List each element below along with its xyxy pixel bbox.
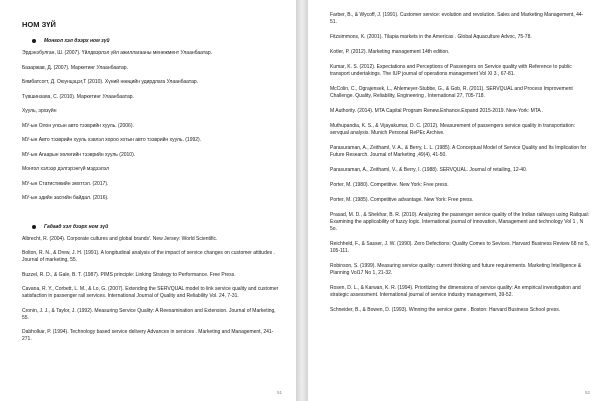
reference-item: Эрдэнэбулган, Ш. (2007). Үйлдвэрлэл үйл ажиллагааны менежмент Улаанбаатар. (22, 50, 213, 56)
section-title-label: Гадаад хэл дээрх ном зүй (44, 223, 109, 230)
reference-item: МУ-ын Олон улсын авто тээврийн хууль. (2006). (22, 122, 134, 129)
section-title-mongolian (32, 38, 282, 44)
section-title-label: Монгол хэл дээрх ном зүй (44, 38, 110, 44)
reference-item: МУ-ын Статистикийн эмхтгэл. (2017). (22, 180, 109, 187)
bullet-icon (32, 39, 36, 43)
section-title-foreign (32, 224, 282, 230)
reference-item: МУ-ын Агаарын хөлөгийн тээврийн хууль (2010). (22, 151, 136, 158)
foreign-reference-list (22, 236, 282, 344)
reference-item: Dabholkar, P. (1994). Technology based service delivery Advances in services . Marketing and Management, 241-271. (22, 329, 274, 342)
right-page (308, 0, 604, 401)
mongolian-reference-list (22, 50, 282, 202)
reference-item: Rosen, D. L., & Karwan, K. R. (1994). Prioritizing the dimensions of service quality: An empirical investigation and strategic assessment. International journal of service industry management, 39-52. (330, 285, 581, 298)
reference-item: Bolton, R. N., & Drew, J. H. (1991). A longitudinal analysis of the impact of service changes on customer attitudes . Journal of marketing, 55. (22, 250, 275, 263)
reference-item: Монгол хэлээр дэлгэрэнгүй мэдээлэл (22, 166, 110, 172)
reference-item: Бямбатсогт, Д. Оюунцэцэг,Т (2010). Хүний нөөцийн удирдлага Улаанбаатар. (22, 79, 199, 85)
reference-item: Parasuraman, A., Zeithaml, V., & Berry, I. (1988). SERVQUAL. Journal of retailing, 12-40. (330, 167, 528, 173)
bullet-icon (32, 225, 36, 229)
reference-item: Robinson, S. (1999). Measuring service quality: current thinking and future requirements. Marketing Intelligence & Planning Vol17 No 1, 21-32. (330, 263, 582, 276)
reference-item: M Authority. (2014). MTA Capital Program Renew.Enhance.Expand 2015-2019. New-York: MTA . (330, 108, 544, 114)
reference-item: Хууль, эрхзүйн (22, 108, 57, 114)
page-number: 52 (584, 390, 590, 395)
reference-item: Fitzsimmons, K. (2001). Tilapia markets in the Americas . Global Aquaculture Advoc, 75-78. (330, 34, 532, 40)
reference-list-continued (330, 12, 590, 314)
reference-item: Albrecht, R. (2004). Corporate cultures and global brands'. New Jersey: World Scientific. (22, 235, 218, 242)
reference-item: Buzzel, R. D., & Gale, B. T. (1987). PIMS principle: Linking Strategy to Performance. Free Press. (22, 271, 236, 278)
reference-item: Cavana, R. Y., Corbett, L. M., & Lo, G. (2007). Extending the SERVQUAL model to link service quality and customer satisfaction in passenger rail services. International Journal of Quality and Reliability Vol. 24, 7-31. (22, 286, 279, 299)
reference-item: Түвшинзаяа, С. (2010). Маркетинг Улаанбаатар. (22, 93, 134, 100)
reference-item: Базаржав, Д. (2007). Маркетинг Улаанбаатар. (22, 64, 128, 71)
section-spacer (22, 210, 282, 224)
reference-item: Porter, M. (1985). Competitive advantage. New York: Free press. (330, 197, 474, 203)
reference-item: Porter, M. (1980). Competitive. New York: Free press. (330, 182, 449, 188)
reference-item: Kotler, P. (2012). Marketing management 14th edition. (330, 49, 450, 55)
reference-item: Parasuraman, A., Zeithaml, V. A., & Berry, L. L. (1985). A Conceptual Model of Service Quality and Its Implication for Future Research. Journal of Marketing ,49(4), 41-50. (330, 145, 587, 158)
reference-item: Kumar, K. S. (2012). Expectations and Perceptions of Passengers on Service quality with Reference to public transport undertakings. The IUP journal of operations management Vol XI 3 , 67-81. (330, 64, 572, 77)
reference-item: МУ-ын Авто тээврийн хууль хэвлэл хороо хотын авто тээврийн хууль. (1992). (22, 137, 202, 143)
page-number: 51 (276, 390, 282, 395)
reference-item: Cronin, J. J., & Taylor, J. (1992). Measuring Service Quality: A Reexamination and Extension. Journal of Marketing, 55. (22, 307, 276, 321)
page-heading: НОМ ЗҮЙ (22, 20, 56, 29)
left-page (0, 0, 296, 401)
reference-item: МУ-ын эдийн засгийн байдал. (2016). (22, 195, 109, 201)
reference-item: Prasad, M. D., & Shekhar, B. R. (2010). Analyzing the passenger service quality of the Indian railways using Railqual: Examining the applicability of fuzzy logic. International journal of innovation, Management and technology Vol 1 , N 5o. (330, 212, 590, 232)
reference-item: McColin, C., Ograjensek, L., Ahlemeyer-Stubbe, G., & Gob, R. (2011). SERVQUAL and Process Improvement Challenge. Quality, Reliability, Engineering , International 27, 705-718. (330, 86, 573, 99)
reference-item: Muthupandia, K. S., & Vijayakumar, D. C. (2012). Measurement of passengers service quality in transportation: servqual analysis. Munich Personal RePEc Archive. (330, 123, 576, 136)
page-gutter (296, 0, 308, 401)
reference-item: Reichheld, F., & Sasser, J. W. (1990). Zero Defections: Quality Comes to Sevices. Harvard Business Review 68 no 5, 105-111. (330, 241, 589, 254)
reference-item: Farber, B., & Wycoff, J. (1991). Customer service: evolution and revolution. Sales and Marketing Management, 44-51. (330, 12, 584, 25)
reference-item: Schneider, B., & Bowen, D. (1993). Winning the service game . Boston: Harvard Business School press. (330, 307, 561, 313)
